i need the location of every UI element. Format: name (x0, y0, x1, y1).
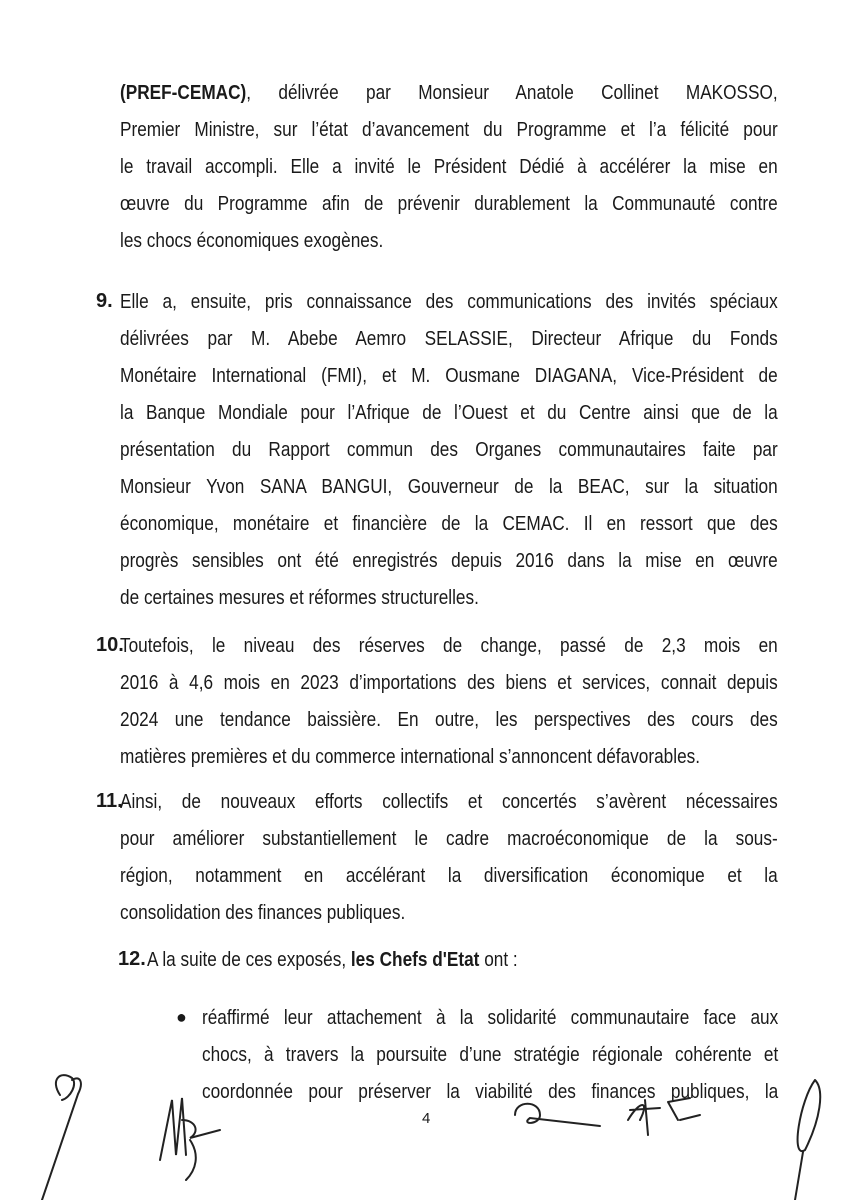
paragraph-number: 11. (96, 790, 123, 812)
text-line: le travail accompli. Elle a invité le Président Dédié à accélérer la mise en (120, 155, 778, 178)
text-line: région, notamment en accélérant la diversification économique et la (120, 864, 778, 887)
text-line: A la suite de ces exposés, les Chefs d'Etat ont : (147, 948, 518, 971)
text-line: progrès sensibles ont été enregistrés depuis 2016 dans la mise en œuvre (120, 549, 778, 572)
text-line: Monsieur Yvon SANA BANGUI, Gouverneur de la BEAC, sur la situation (120, 475, 778, 498)
text-line: Elle a, ensuite, pris connaissance des communications des invités spéciaux (120, 290, 778, 313)
bullet-icon: ● (176, 1007, 187, 1027)
text-line: 2024 une tendance baissière. En outre, les perspectives des cours des (120, 708, 778, 731)
text-line: économique, monétaire et financière de la CEMAC. Il en ressort que des (120, 512, 778, 535)
signatures-image (0, 1060, 850, 1200)
text-line: réaffirmé leur attachement à la solidarité communautaire face aux (202, 1006, 779, 1029)
text-line: Ainsi, de nouveaux efforts collectifs et concertés s’avèrent nécessaires (120, 790, 778, 813)
text-line: 2016 à 4,6 mois en 2023 d’importations des biens et services, connait depuis (120, 671, 778, 694)
paragraph-number: 10. (96, 634, 124, 656)
text-line: coordonnée pour préserver la viabilité des finances publiques, la (202, 1080, 779, 1103)
text-line: pour améliorer substantiellement le cadre macroéconomique de la sous- (120, 827, 778, 850)
text-line: chocs, à travers la poursuite d’une stratégie régionale cohérente et (202, 1043, 779, 1066)
text-line: Toutefois, le niveau des réserves de change, passé de 2,3 mois en (120, 634, 778, 657)
paragraph-number: 9. (96, 290, 113, 312)
text-line: œuvre du Programme afin de prévenir durablement la Communauté contre (120, 192, 778, 215)
text-line: délivrées par M. Abebe Aemro SELASSIE, Directeur Afrique du Fonds (120, 327, 778, 350)
text-line: de certaines mesures et réformes structurelles. (120, 586, 479, 609)
page-number: 4 (422, 1110, 431, 1127)
text-line: la Banque Mondiale pour l’Afrique de l’Ouest et du Centre ainsi que de la (120, 401, 778, 424)
text-line: présentation du Rapport commun des Organes communautaires faite par (120, 438, 778, 461)
text-line: consolidation des finances publiques. (120, 901, 406, 924)
text-line: matières premières et du commerce international s’annoncent défavorables. (120, 745, 701, 768)
text-line: (PREF-CEMAC), délivrée par Monsieur Anatole Collinet MAKOSSO, (120, 81, 778, 104)
text-line: les chocs économiques exogènes. (120, 229, 384, 252)
paragraph-number: 12. (118, 948, 146, 970)
text-line: Premier Ministre, sur l’état d’avancement du Programme et l’a félicité pour (120, 118, 778, 141)
text-line: Monétaire International (FMI), et M. Ousmane DIAGANA, Vice-Président de (120, 364, 778, 387)
